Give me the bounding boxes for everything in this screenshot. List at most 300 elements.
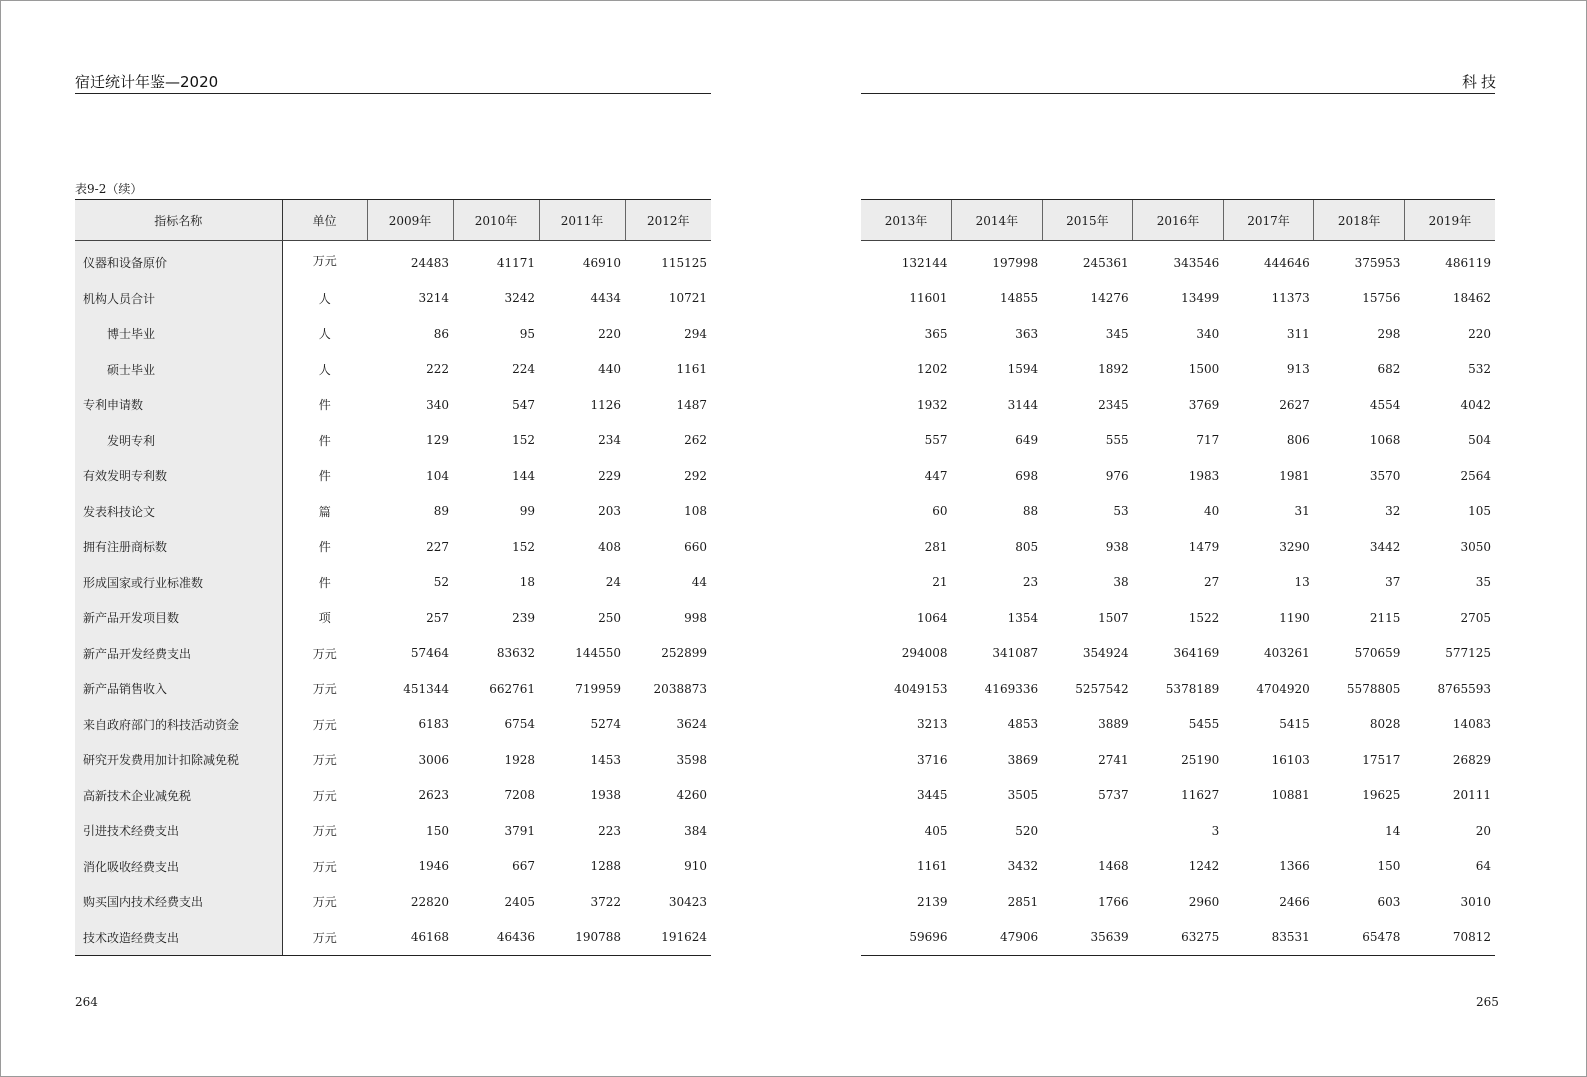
table-row: [75, 600, 711, 636]
value-cell: 38: [1113, 575, 1129, 590]
year-column-header: 2011年: [539, 200, 625, 241]
value-cell: 7208: [504, 788, 535, 803]
indicator-name: 新产品开发项目数: [75, 600, 282, 636]
year-column-header: 2012年: [625, 200, 711, 241]
value-cell: 2851: [1007, 894, 1039, 909]
table-row: [75, 778, 711, 814]
table-row: [861, 600, 1495, 636]
value-cell: 375953: [1354, 255, 1401, 270]
value-cell: 18462: [1452, 291, 1491, 306]
value-cell: 2564: [1460, 468, 1491, 483]
value-cell: 129: [426, 433, 449, 448]
table-row: [75, 529, 711, 565]
value-cell: 1202: [917, 362, 948, 377]
value-cell: 132144: [901, 255, 948, 270]
value-cell: 3505: [1007, 788, 1039, 803]
year-column-header: 2018年: [1314, 200, 1405, 241]
value-cell: 4554: [1369, 397, 1401, 412]
value-cell: 10721: [668, 291, 707, 306]
value-cell: 46168: [367, 920, 453, 956]
table-row: [861, 241, 1495, 281]
value-cell: 5415: [1279, 717, 1310, 732]
unit-cell: 项: [318, 611, 331, 626]
unit-cell: 篇: [318, 504, 331, 519]
value-cell: 30423: [668, 894, 707, 909]
value-cell: 2960: [1188, 894, 1220, 909]
indicator-name: 拥有注册商标数: [75, 529, 282, 565]
value-cell: 229: [598, 468, 621, 483]
value-cell: 245361: [1082, 255, 1129, 270]
value-cell: 294: [684, 326, 707, 341]
value-cell: 504: [1468, 433, 1491, 448]
value-cell: 53: [1113, 504, 1129, 519]
value-cell: 17517: [1362, 752, 1401, 767]
value-cell: 10881: [1271, 788, 1310, 803]
value-cell: 1479: [1188, 539, 1220, 554]
value-cell: 4853: [1007, 717, 1039, 732]
value-cell: 403261: [1264, 646, 1310, 661]
value-cell: 86: [433, 326, 449, 341]
value-cell: 2623: [418, 788, 449, 803]
value-cell: 345: [1105, 326, 1129, 341]
value-cell: 976: [1105, 468, 1129, 483]
year-column-header: 2009年: [367, 200, 453, 241]
value-cell: 24: [605, 575, 621, 590]
table-row: [75, 281, 711, 317]
value-cell: 8028: [1369, 717, 1401, 732]
value-cell: 1487: [676, 397, 707, 412]
table-row: [861, 813, 1495, 849]
indicator-name: 发明专利: [75, 423, 282, 459]
unit-cell: 人: [318, 291, 331, 306]
value-cell: 3213: [917, 717, 948, 732]
value-cell: 3242: [504, 291, 535, 306]
indicator-name: 新产品开发经费支出: [75, 636, 282, 672]
table-row: [75, 707, 711, 743]
value-cell: 3442: [1369, 539, 1401, 554]
value-cell: 14083: [1452, 717, 1491, 732]
unit-cell: 万元: [312, 254, 337, 269]
value-cell: 298: [1377, 326, 1401, 341]
unit-column-header: 单位: [282, 200, 367, 241]
table-row: [861, 316, 1495, 352]
unit-cell: 万元: [282, 920, 367, 956]
value-cell: 190788: [539, 920, 625, 956]
value-cell: 3769: [1188, 397, 1220, 412]
value-cell: 311: [1286, 326, 1310, 341]
indicator-name: 消化吸收经费支出: [75, 849, 282, 885]
value-cell: 203: [598, 504, 621, 519]
value-cell: 365: [924, 326, 948, 341]
right-header-row: [861, 200, 1495, 241]
value-cell: 32: [1385, 504, 1401, 519]
value-cell: 294008: [901, 646, 948, 661]
unit-cell: 人: [318, 327, 331, 342]
value-cell: 405: [924, 823, 948, 838]
table-row: [75, 884, 711, 920]
indicator-name: 仪器和设备原价: [75, 241, 282, 281]
value-cell: 577125: [1445, 646, 1491, 661]
year-column-header: 2010年: [453, 200, 539, 241]
value-cell: 20: [1475, 823, 1491, 838]
table-row: [861, 707, 1495, 743]
value-cell: 14855: [999, 291, 1039, 306]
value-cell: 4042: [1460, 397, 1491, 412]
value-cell: 41171: [496, 255, 535, 270]
value-cell: 65478: [1314, 920, 1405, 956]
value-cell: 363: [1015, 326, 1039, 341]
value-cell: 340: [426, 397, 449, 412]
indicator-name: 专利申请数: [75, 387, 282, 423]
indicator-name: 新产品销售收入: [75, 671, 282, 707]
value-cell: 3144: [1007, 397, 1039, 412]
value-cell: 3050: [1460, 539, 1491, 554]
value-cell: 1594: [1007, 362, 1039, 377]
name-column-header: 指标名称: [75, 200, 282, 241]
value-cell: 547: [512, 397, 535, 412]
value-cell: 364169: [1173, 646, 1220, 661]
value-cell: 343546: [1173, 255, 1220, 270]
value-cell: 447: [924, 468, 948, 483]
value-cell: 3570: [1369, 468, 1401, 483]
value-cell: 444646: [1264, 255, 1310, 270]
year-column-header: 2017年: [1223, 200, 1314, 241]
page-number-right: 265: [1476, 995, 1499, 1009]
table-row: [861, 920, 1495, 956]
value-cell: 4260: [676, 788, 707, 803]
value-cell: 105: [1468, 504, 1491, 519]
table-row: [861, 352, 1495, 388]
table-row: [75, 387, 711, 423]
value-cell: 57464: [410, 646, 449, 661]
left-data-table: [75, 199, 711, 956]
value-cell: 25190: [1181, 752, 1220, 767]
value-cell: 18: [519, 575, 535, 590]
value-cell: 5578805: [1346, 681, 1401, 696]
value-cell: 40: [1203, 504, 1220, 519]
year-column-header: 2013年: [861, 200, 952, 241]
value-cell: 46910: [582, 255, 621, 270]
value-cell: 37: [1385, 575, 1401, 590]
unit-cell: 件: [318, 433, 331, 448]
value-cell: 660: [684, 539, 707, 554]
value-cell: 3214: [418, 291, 449, 306]
left-header-rule: [75, 93, 711, 94]
value-cell: 104: [426, 468, 449, 483]
page-number-left: 264: [75, 995, 98, 1009]
indicator-name: 博士毕业: [75, 316, 282, 352]
year-column-header: 2015年: [1042, 200, 1133, 241]
table-row: [75, 494, 711, 530]
value-cell: 3: [1211, 823, 1220, 838]
table-row: [75, 636, 711, 672]
value-cell: 4169336: [984, 681, 1039, 696]
value-cell: 3010: [1460, 894, 1491, 909]
value-cell: 20111: [1452, 788, 1491, 803]
table-row: [861, 458, 1495, 494]
value-cell: 83632: [496, 646, 535, 661]
value-cell: 13499: [1181, 291, 1220, 306]
value-cell: 13: [1294, 575, 1310, 590]
value-cell: 2405: [504, 894, 535, 909]
value-cell: 70812: [1404, 920, 1495, 956]
value-cell: 19625: [1362, 788, 1401, 803]
value-cell: 1126: [590, 397, 621, 412]
right-header-rule: [861, 93, 1495, 94]
value-cell: 23: [1022, 575, 1039, 590]
value-cell: 2115: [1369, 610, 1401, 625]
value-cell: 152: [512, 433, 535, 448]
value-cell: 532: [1468, 362, 1491, 377]
value-cell: 222: [426, 362, 449, 377]
value-cell: 11627: [1181, 788, 1220, 803]
value-cell: 8765593: [1437, 681, 1491, 696]
value-cell: 223: [598, 823, 621, 838]
value-cell: 2038873: [653, 681, 707, 696]
value-cell: 5455: [1188, 717, 1220, 732]
value-cell: 5737: [1098, 788, 1129, 803]
value-cell: 451344: [403, 681, 449, 696]
value-cell: 59696: [861, 920, 952, 956]
value-cell: 717: [1196, 433, 1220, 448]
value-cell: 486119: [1445, 255, 1491, 270]
value-cell: 64: [1475, 859, 1491, 874]
value-cell: 603: [1377, 894, 1401, 909]
value-cell: 5257542: [1075, 681, 1129, 696]
value-cell: 3006: [418, 752, 449, 767]
indicator-name: 硕士毕业: [75, 352, 282, 388]
value-cell: 682: [1377, 362, 1401, 377]
value-cell: 1190: [1279, 610, 1310, 625]
year-column-header: 2019年: [1404, 200, 1495, 241]
value-cell: 234: [598, 433, 621, 448]
table-row: [75, 565, 711, 601]
value-cell: 3598: [676, 752, 707, 767]
table-row: [861, 671, 1495, 707]
table-row: [861, 529, 1495, 565]
value-cell: 108: [684, 504, 707, 519]
unit-cell: 万元: [312, 753, 337, 768]
value-cell: 150: [426, 823, 449, 838]
value-cell: 262: [684, 433, 707, 448]
value-cell: 14276: [1090, 291, 1129, 306]
yearbook-title: 宿迁统计年鉴—2020: [75, 73, 219, 91]
indicator-name: 研究开发费用加计扣除减免税: [75, 742, 282, 778]
left-header-row: [75, 200, 711, 241]
value-cell: 35639: [1042, 920, 1133, 956]
value-cell: 239: [512, 610, 535, 625]
value-cell: 408: [598, 539, 621, 554]
indicator-name: 形成国家或行业标准数: [75, 565, 282, 601]
value-cell: 95: [519, 326, 535, 341]
value-cell: 252899: [661, 646, 707, 661]
value-cell: 281: [924, 539, 948, 554]
value-cell: 910: [684, 859, 707, 874]
value-cell: 719959: [575, 681, 621, 696]
value-cell: 11601: [909, 291, 948, 306]
value-cell: 150: [1377, 859, 1401, 874]
value-cell: 27: [1203, 575, 1220, 590]
value-cell: 1946: [418, 859, 449, 874]
value-cell: 649: [1015, 433, 1039, 448]
value-cell: 384: [684, 823, 707, 838]
year-column-header: 2016年: [1133, 200, 1224, 241]
unit-cell: 万元: [312, 895, 337, 910]
value-cell: 31: [1294, 504, 1310, 519]
unit-cell: 万元: [312, 682, 337, 697]
table-row: [75, 813, 711, 849]
value-cell: 440: [598, 362, 621, 377]
value-cell: 83531: [1223, 920, 1314, 956]
value-cell: 144550: [575, 646, 621, 661]
value-cell: 4434: [590, 291, 621, 306]
value-cell: 15756: [1362, 291, 1401, 306]
value-cell: 224: [512, 362, 535, 377]
indicator-name: 来自政府部门的科技活动资金: [75, 707, 282, 743]
value-cell: 2705: [1460, 610, 1491, 625]
value-cell: 1500: [1188, 362, 1220, 377]
value-cell: 24483: [410, 255, 449, 270]
value-cell: 1161: [676, 362, 707, 377]
table-row: [861, 387, 1495, 423]
value-cell: 1928: [504, 752, 535, 767]
table-row: [75, 849, 711, 885]
value-cell: 3869: [1007, 752, 1039, 767]
table-row: [75, 920, 711, 956]
indicator-name: 购买国内技术经费支出: [75, 884, 282, 920]
value-cell: 1983: [1188, 468, 1220, 483]
value-cell: 2741: [1098, 752, 1129, 767]
table-row: [861, 778, 1495, 814]
table-row: [75, 671, 711, 707]
value-cell: 2139: [917, 894, 948, 909]
value-cell: 1507: [1098, 610, 1129, 625]
value-cell: 1938: [590, 788, 621, 803]
value-cell: 3722: [590, 894, 621, 909]
value-cell: 3889: [1098, 717, 1129, 732]
value-cell: 662761: [489, 681, 535, 696]
value-cell: 21: [932, 575, 948, 590]
value-cell: 1522: [1188, 610, 1220, 625]
value-cell: 3624: [676, 717, 707, 732]
indicator-name: 发表科技论文: [75, 494, 282, 530]
unit-cell: 万元: [312, 859, 337, 874]
table-row: [75, 458, 711, 494]
value-cell: 60: [932, 504, 948, 519]
indicator-name: 引进技术经费支出: [75, 813, 282, 849]
table-row: [861, 849, 1495, 885]
value-cell: [1042, 813, 1133, 849]
indicator-name: 机构人员合计: [75, 281, 282, 317]
value-cell: 14: [1385, 823, 1401, 838]
value-cell: 1068: [1369, 433, 1401, 448]
table-row: [861, 423, 1495, 459]
table-row: [75, 742, 711, 778]
value-cell: 667: [512, 859, 535, 874]
value-cell: 250: [598, 610, 621, 625]
table-row: [861, 742, 1495, 778]
value-cell: 88: [1022, 504, 1039, 519]
indicator-name: 有效发明专利数: [75, 458, 282, 494]
value-cell: 341087: [992, 646, 1039, 661]
unit-cell: 万元: [312, 788, 337, 803]
value-cell: 16103: [1271, 752, 1310, 767]
value-cell: 292: [684, 468, 707, 483]
value-cell: 46436: [453, 920, 539, 956]
value-cell: 52: [433, 575, 449, 590]
value-cell: 1892: [1098, 362, 1129, 377]
value-cell: 6754: [504, 717, 535, 732]
value-cell: 4049153: [894, 681, 948, 696]
value-cell: 4704920: [1256, 681, 1310, 696]
value-cell: 115125: [661, 255, 707, 270]
value-cell: 144: [512, 468, 535, 483]
value-cell: 806: [1286, 433, 1310, 448]
value-cell: 63275: [1133, 920, 1224, 956]
value-cell: 26829: [1452, 752, 1491, 767]
value-cell: 152: [512, 539, 535, 554]
table-row: [75, 241, 711, 281]
value-cell: 89: [433, 504, 449, 519]
value-cell: 3716: [917, 752, 948, 767]
value-cell: 6183: [418, 717, 449, 732]
value-cell: 3432: [1007, 859, 1039, 874]
value-cell: 998: [684, 610, 707, 625]
value-cell: 11373: [1271, 291, 1310, 306]
value-cell: 220: [598, 326, 621, 341]
value-cell: 1064: [917, 610, 948, 625]
value-cell: 570659: [1354, 646, 1401, 661]
unit-cell: 件: [318, 469, 331, 484]
value-cell: 520: [1015, 823, 1039, 838]
value-cell: 1366: [1279, 859, 1310, 874]
value-cell: [1223, 813, 1314, 849]
value-cell: 698: [1015, 468, 1039, 483]
table-row: [75, 423, 711, 459]
value-cell: 1453: [590, 752, 621, 767]
value-cell: 557: [924, 433, 948, 448]
value-cell: 197998: [992, 255, 1039, 270]
indicator-name: 高新技术企业减免税: [75, 778, 282, 814]
value-cell: 3290: [1279, 539, 1310, 554]
value-cell: 99: [519, 504, 535, 519]
right-data-table: [861, 199, 1495, 956]
year-column-header: 2014年: [952, 200, 1043, 241]
indicator-name: 技术改造经费支出: [75, 920, 282, 956]
value-cell: 1766: [1098, 894, 1129, 909]
unit-cell: 人: [318, 362, 331, 377]
table-row: [75, 352, 711, 388]
unit-cell: 万元: [312, 646, 337, 661]
unit-cell: 万元: [312, 717, 337, 732]
value-cell: 913: [1286, 362, 1310, 377]
unit-cell: 件: [318, 575, 331, 590]
value-cell: 1468: [1098, 859, 1129, 874]
value-cell: 227: [426, 539, 449, 554]
value-cell: 5274: [590, 717, 621, 732]
table-row: [861, 884, 1495, 920]
unit-cell: 万元: [312, 824, 337, 839]
value-cell: 3791: [504, 823, 535, 838]
table-caption: 表9-2（续）: [75, 182, 143, 196]
value-cell: 805: [1015, 539, 1039, 554]
value-cell: 47906: [952, 920, 1043, 956]
value-cell: 1161: [917, 859, 948, 874]
value-cell: 1354: [1007, 610, 1039, 625]
table-row: [861, 565, 1495, 601]
table-row: [861, 494, 1495, 530]
unit-cell: 件: [318, 398, 331, 413]
